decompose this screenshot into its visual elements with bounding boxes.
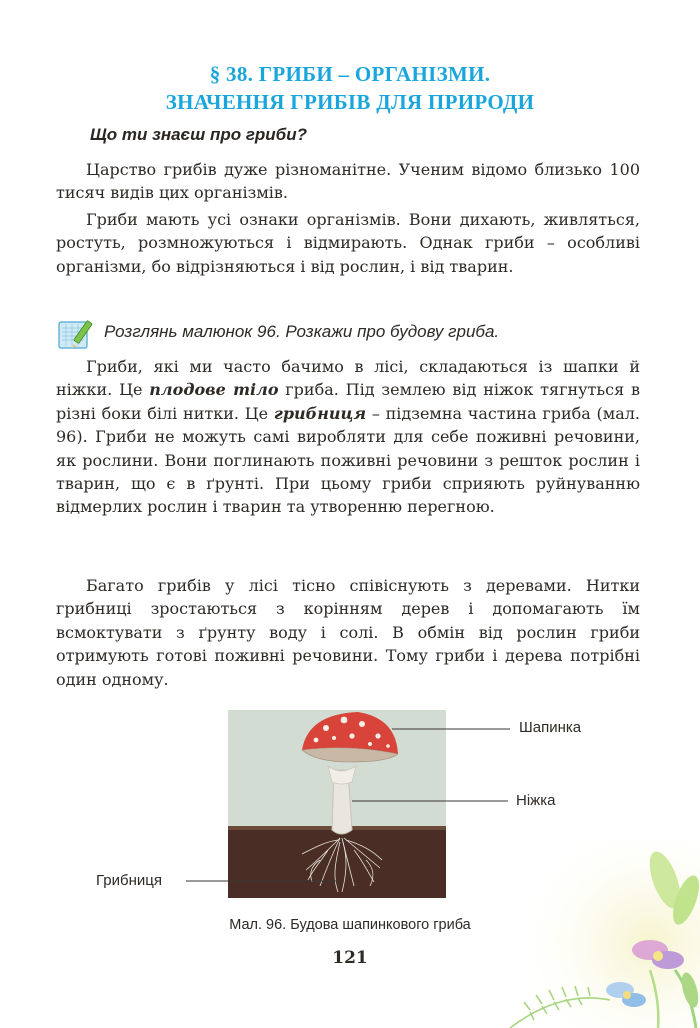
mushroom-figure <box>228 710 446 898</box>
paragraph-3-part-a: Гриби, які ми часто бачимо в лісі, складаються із шапки й ніжки. Це <box>56 357 640 400</box>
task-text: Розглянь малюнок 96. Розкажи про будову гриба. <box>104 322 500 341</box>
paragraph-3 <box>56 355 640 519</box>
paragraph-3-part-c: – підземна частина гриба (мал. 96). Гриби не можуть самі виробляти для себе поживні речовини, як рослини. Вони поглинають поживні речовини з решток рослин і тварин, що є в ґрунті. При цьому гриби сприяють руйнуванню відмерлих рослин і тварин та утворенню перегною. <box>56 403 641 517</box>
paragraph-1: Царство грибів дуже різноманітне. Ученим відомо близько 100 тисяч видів цих організмів. <box>56 160 640 203</box>
question-heading: Що ти знаєш про гриби? <box>90 125 307 144</box>
paragraph-3-part-b: гриба. Під землею від ніжок тягнуться в різні боки білі нитки. Це <box>56 380 640 423</box>
term-mycelium: грибниця <box>273 403 367 423</box>
paragraph-2: Гриби мають усі ознаки організмів. Вони дихають, живляться, ростуть, розмножуються і відмирають. Однак гриби – особливі організми, бо відрізняються і від рослин, і від тварин. <box>56 210 640 276</box>
label-stem: Ніжка <box>516 792 556 809</box>
term-fruiting-body: плодове тіло <box>149 380 279 400</box>
paragraph-4: Багато грибів у лісі тісно співіснують з деревами. Нитки грибниці зростаються з корінням дерев і допомагають їм всмоктувати з ґрунту воду і солі. В обмін від рослин гриби отримують готові поживні речовини. Тому гриби і дерева потрібні один одному. <box>56 576 640 689</box>
section-title <box>0 60 700 116</box>
page-number: 121 <box>332 948 368 968</box>
section-title-line-2: ЗНАЧЕННЯ ГРИБІВ ДЛЯ ПРИРОДИ <box>165 90 535 114</box>
label-mycelium: Грибниця <box>96 872 162 889</box>
flower-fern-decoration <box>500 840 700 1028</box>
label-cap: Шапинка <box>519 719 582 736</box>
notebook-pencil-icon <box>56 316 98 350</box>
soil-layer <box>228 828 446 898</box>
task-block <box>56 316 656 350</box>
section-title-line-1: § 38. ГРИБИ – ОРГАНІЗМИ. <box>209 62 491 86</box>
figure-caption: Мал. 96. Будова шапинкового гриба <box>229 917 471 933</box>
